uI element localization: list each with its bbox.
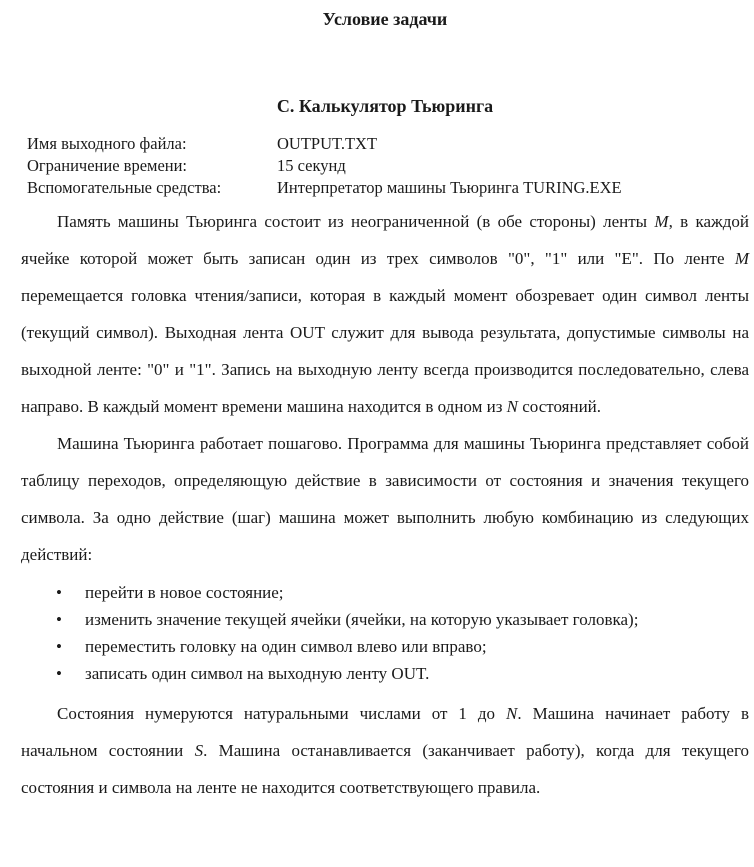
paragraph-memory-description: Память машины Тьюринга состоит из неограниченной (в обе стороны) ленты M, в каждой ячейке которой может быть записан один из трех символов "0", "1" или "E". По ленте M перемещается головка чтения/записи, которая в каждый момент обозревает один символ ленты (текущий символ). Выходная лента OUT служит для вывода результата, допустимые символы на выходной ленте: "0" и "1". Запись на выходную ленту всегда производится последовательно, слева направо. В каждый момент времени машина находится в одном из N состояний.: [21, 212, 749, 416]
paragraph-program-description: Машина Тьюринга работает пошагово. Программа для машины Тьюринга представляет собой таблицу переходов, определяющую действие в зависимости от состояния и значения текущего символа. За одно действие (шаг) машина может выполнить любую комбинацию из следующих действий:: [21, 434, 749, 564]
meta-row: [27, 155, 749, 177]
meta-label-time-limit: Ограничение времени:: [27, 156, 188, 175]
meta-label-output-file: Имя выходного файла:: [27, 134, 187, 153]
meta-value-time-limit: 15 секунд: [277, 156, 346, 175]
meta-value-aux-tools: Интерпретатор машины Тьюринга TURING.EXE: [277, 178, 622, 197]
meta-label-aux-tools: Вспомогательные средства:: [27, 178, 222, 197]
page-title: Условие задачи: [322, 9, 448, 29]
meta-row: [27, 133, 749, 155]
paragraph-states-description: Состояния нумеруются натуральными числами от 1 до N. Машина начинает работу в начальном состоянии S. Машина останавливается (заканчивает работу), когда для текущего состояния и символа на ленте не находится соответствующего правила.: [21, 704, 749, 797]
action-item-new-state: • перейти в новое состояние;: [85, 579, 749, 606]
action-item-move-head: • переместить головку на один символ влево или вправо;: [85, 633, 749, 660]
meta-value-output-file: OUTPUT.TXT: [277, 134, 378, 153]
document-body: [21, 203, 749, 806]
actions-list: [21, 579, 749, 687]
meta-row: [27, 177, 749, 199]
action-item-change-cell: • изменить значение текущей ячейки (ячейки, на которую указывает головка);: [85, 606, 749, 633]
action-item-write-output: • записать один символ на выходную ленту OUT.: [85, 660, 749, 687]
meta-block: [27, 133, 749, 199]
problem-title: С. Калькулятор Тьюринга: [276, 96, 494, 116]
